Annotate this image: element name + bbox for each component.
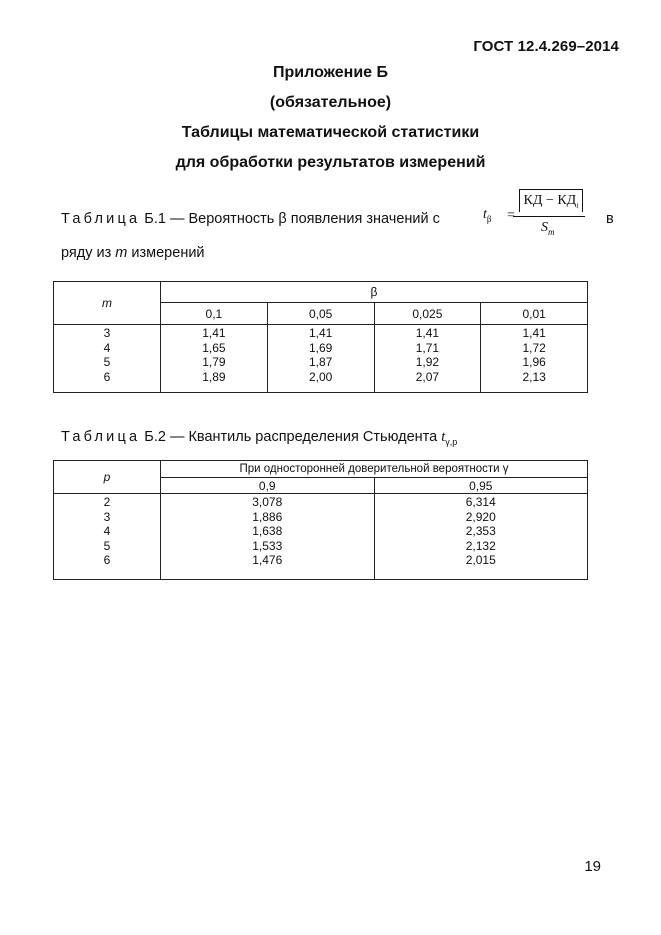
table1-group-header: β — [161, 282, 588, 303]
appendix-subtitle-line1: Таблицы математической статистики — [181, 124, 480, 141]
page-number: 19 — [584, 858, 601, 875]
table1-m-column: 3 4 5 6 — [54, 325, 161, 393]
table2-caption-id: Б.2 — [144, 429, 166, 445]
formula-equals: = — [507, 208, 515, 223]
table1-caption-id: Б.1 — [144, 211, 166, 227]
table1-formula — [483, 189, 603, 245]
table2-caption — [61, 429, 457, 447]
table1-data-column: 1,41 1,72 1,96 2,13 — [481, 325, 588, 393]
table1-col-header: 0,1 — [161, 303, 268, 325]
table1-data-column: 1,41 1,65 1,79 1,89 — [161, 325, 268, 393]
table2-col-header: 0,9 — [161, 478, 375, 494]
table2-caption-sub: γ,p — [445, 436, 458, 447]
table2-row-header: p — [54, 461, 161, 494]
table1 — [53, 281, 588, 393]
table1-data-column: 1,41 1,71 1,92 2,07 — [374, 325, 481, 393]
standard-number: ГОСТ 12.4.269–2014 — [473, 38, 619, 55]
table1-col-header: 0,01 — [481, 303, 588, 325]
formula-fraction-bar — [513, 216, 585, 217]
table1-col-header: 0,05 — [267, 303, 374, 325]
table1-caption-line2: ряду из m измерений — [61, 245, 205, 261]
table1-row-header: m — [54, 282, 161, 325]
table1-caption-text: — Вероятность β появления значений с — [169, 211, 440, 227]
table2-caption-var: t — [441, 429, 446, 445]
table2-group-header: При односторонней доверительной вероятности γ — [161, 461, 588, 478]
table2 — [53, 460, 588, 580]
table2-data-column: 3,078 1,886 1,638 1,533 1,476 — [161, 494, 375, 580]
formula-numerator: КД − $КД_i$ — [519, 189, 583, 212]
table2-p-column: 2 3 4 5 6 — [54, 494, 161, 580]
table1-col-header: 0,025 — [374, 303, 481, 325]
table1-caption — [61, 211, 440, 227]
table2-caption-prefix: Таблица — [61, 429, 141, 445]
formula-denominator: $S_m$ — [541, 220, 555, 237]
table2-col-header: 0,95 — [374, 478, 588, 494]
table1-caption-prefix: Таблица — [61, 211, 141, 227]
table1-data-column: 1,41 1,69 1,87 2,00 — [267, 325, 374, 393]
appendix-subtitle-line2: для обработки результатов измерений — [175, 154, 486, 171]
formula-lhs: $t_\beta$ — [483, 207, 492, 224]
table1-caption-tail: в — [606, 211, 614, 227]
appendix-status: (обязательное) — [269, 94, 392, 111]
table2-caption-text: — Квантиль распределения Стьюдента — [169, 429, 438, 445]
table2-data-column: 6,314 2,920 2,353 2,132 2,015 — [374, 494, 588, 580]
appendix-title: Приложение Б — [273, 64, 388, 81]
